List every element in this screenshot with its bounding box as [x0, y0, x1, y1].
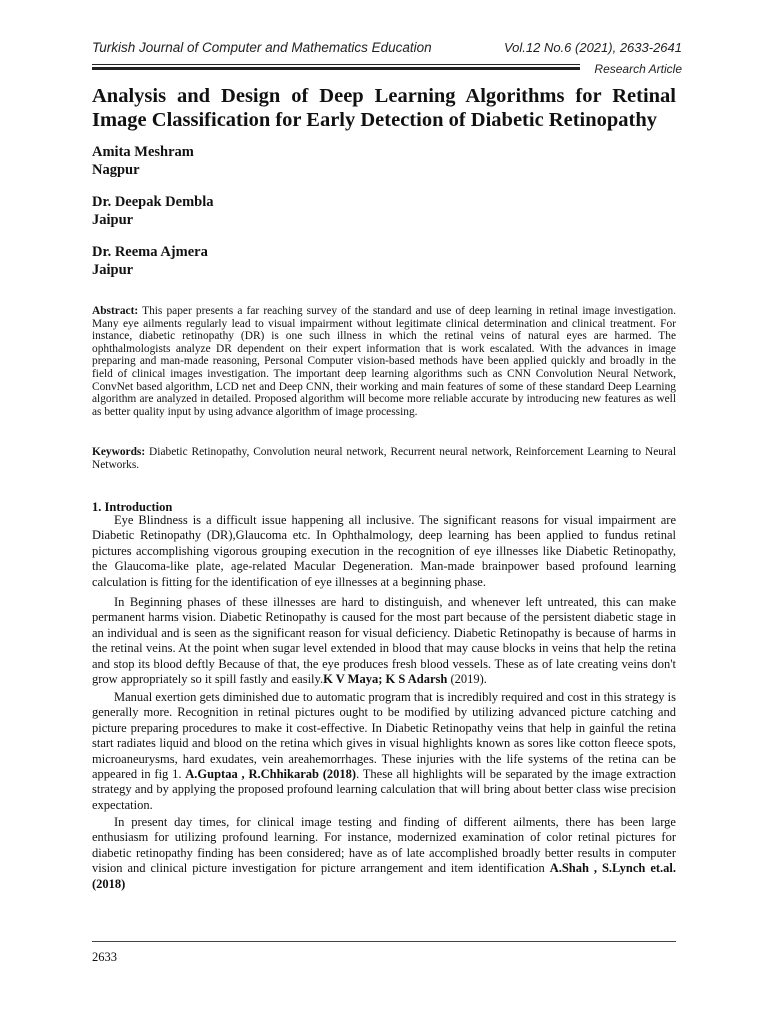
- paragraph-text: In present day times, for clinical image testing and finding of different ailments, there has been large enthusiasm for utilizing profound learning. For instance, modernized examination of color retinal pictures for diabetic retinopathy finding has been considered; have as of late accomplished broadly better results in computer vision and clinical picture investigation for picture arrangement and item identification: [92, 815, 676, 876]
- header-rule-thin: [92, 64, 580, 65]
- journal-name: Turkish Journal of Computer and Mathematics Education: [92, 40, 432, 55]
- citation-year: (2019): [447, 672, 484, 687]
- article-type: Research Article: [594, 62, 682, 76]
- author-location: Nagpur: [92, 162, 140, 178]
- author-name: Dr. Deepak Dembla: [92, 194, 214, 210]
- citation: K V Maya; K S Adarsh: [323, 672, 448, 687]
- paragraph-text: Manual exertion gets diminished due to automatic program that is incredibly required and cost in this strategy is generally more. Recognition in retinal pictures ought to be modified by utilizing advanced picture catching and picture preparing procedures to make it cost-effective. In Diabetic Retinopathy veins that help in gainful the retina start radiates liquid and blood on the retina which gives in visual highlights known as sores like cotton fleece spots, microaneurysms, hard exudates, vein areahemorrhages. These injuries with the life systems of the retina can be appeared in fig 1.: [92, 690, 676, 782]
- intro-paragraph-1: Eye Blindness is a difficult issue happening all inclusive. The significant reasons for visual impairment are Diabetic Retinopathy (DR),Glaucoma etc. In Ophthalmology, deep learning has been applied to fundus retinal pictures accomplishing vigorous grouping execution in the recognition of eye illnesses like Diabetic Retinopathy, the Glaucoma-like plate, age-related Macular Degeneration. Man-made brainpower based profound learning calculation is fitting for the identification of eye illnesses at a beginning phase.: [92, 513, 676, 589]
- author-2: [92, 193, 214, 229]
- section-heading-introduction: 1. Introduction: [92, 500, 173, 514]
- abstract: [92, 305, 676, 418]
- header-rule-thick: [92, 67, 580, 70]
- intro-paragraph-3: [92, 690, 676, 813]
- intro-paragraph-4: [92, 815, 676, 892]
- volume-info: Vol.12 No.6 (2021), 2633-2641: [503, 40, 682, 55]
- page-number: 2633: [92, 950, 117, 964]
- author-name: Amita Meshram: [92, 144, 194, 160]
- citation: A.Shah , S.Lynch et.al.(2018): [92, 861, 677, 891]
- abstract-label: Abstract:: [92, 305, 139, 317]
- keywords: [92, 446, 676, 471]
- paragraph-end: .: [483, 672, 487, 687]
- author-1: [92, 143, 194, 179]
- paper-title: Analysis and Design of Deep Learning Algorithms for Retinal Image Classification for Early Detection of Diabetic Retinopathy: [92, 85, 676, 131]
- footer-rule: [92, 941, 676, 942]
- author-location: Jaipur: [92, 212, 134, 228]
- keywords-text: Diabetic Retinopathy, Convolution neural network, Recurrent neural network, Reinforcement Learning to Neural Networks.: [92, 446, 676, 471]
- paragraph-end: . These all highlights will be separated by the image extraction strategy and by applying the proposed profound learning calculation that will bring about better class wise precision expectation.: [92, 767, 676, 812]
- author-3: [92, 243, 208, 279]
- author-location: Jaipur: [92, 262, 134, 278]
- author-name: Dr. Reema Ajmera: [92, 244, 208, 260]
- citation: A.Guptaa , R.Chhikarab (2018): [185, 767, 357, 782]
- keywords-label: Keywords:: [92, 446, 146, 458]
- intro-paragraph-2: [92, 595, 676, 687]
- abstract-text: This paper presents a far reaching survey of the standard and use of deep learning in retinal image investigation. Many eye ailments regularly lead to visual impairment without legitimate clinical determination and clinical treatment. For instance, diabetic retinopathy (DR) is one such illness in which the retinal veins of natural eyes are harmed. The ophthalmologists analyze DR dependent on their expert information that is work escalated. With the advances in image preparing and man-made reasoning, Personal Computer vision-based methods have been applied quickly and broadly in the field of clinical images investigation. The important deep learning algorithms such as CNN Convolution Neural Network, ConvNet based algorithm, LCD net and Deep CNN, their working and main features of some of these standard Deep Learning algorithm are analyzed in detailed. Proposed algorithm will become more reliable accurate by introducing new features as well as better quality input by using advance algorithm of image processing.: [92, 305, 676, 418]
- paragraph-text: In Beginning phases of these illnesses are hard to distinguish, and whenever left untreated, this can make permanent harms vision. Diabetic Retinopathy is caused for the most part because of the persistent diabetic stage in an individual and is seen as the significant reason for visual deficiency. Diabetic Retinopathy is because of harms in the retinal veins. At the point when sugar level extended in blood that may cause blocks in veins that help the retina and stop its blood deftly Because of that, the eye produces fresh blood vessels. These as of late creating veins don't grow appropriately so it spill fastly and easily.: [92, 595, 676, 687]
